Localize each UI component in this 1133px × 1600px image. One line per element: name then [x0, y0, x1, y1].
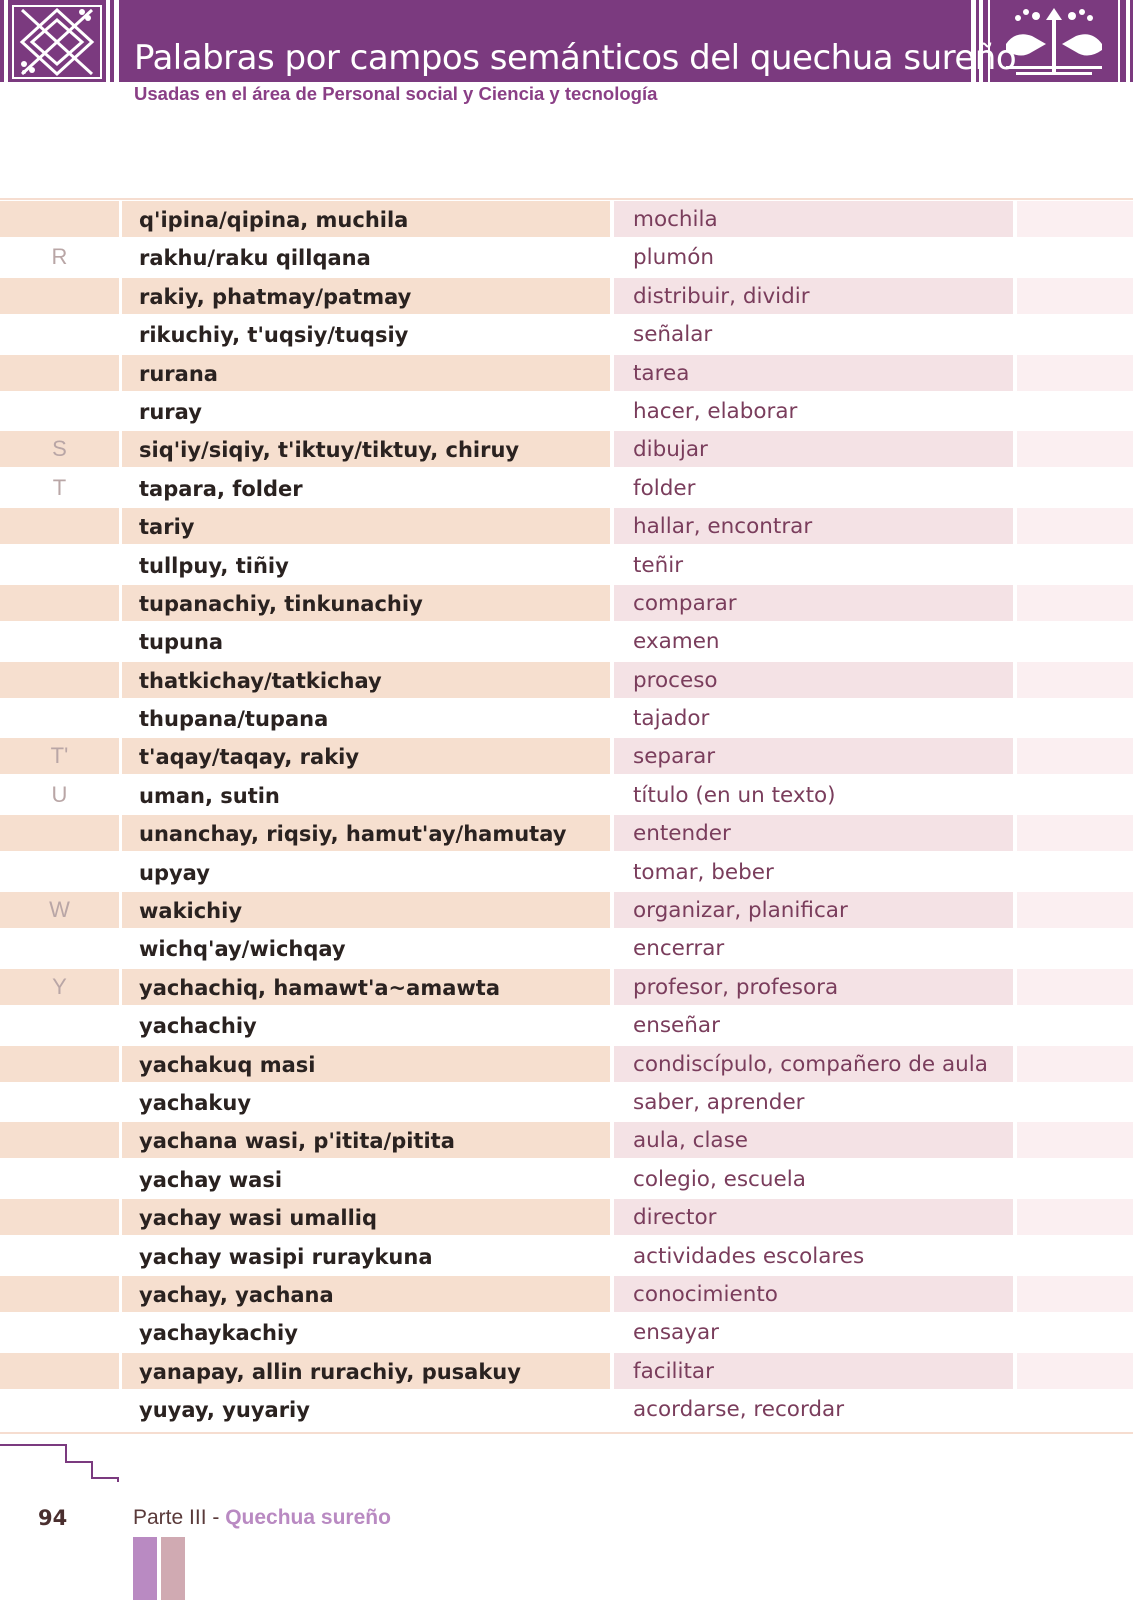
spanish-term: folder — [633, 475, 696, 501]
spanish-term: actividades escolares — [633, 1243, 865, 1269]
index-letter — [0, 201, 119, 237]
footer-bar-pink — [161, 1537, 185, 1600]
table-row — [0, 316, 1133, 354]
spanish-term: separar — [614, 738, 1013, 774]
quechua-term: yachay wasi — [139, 1167, 283, 1192]
quechua-term: yachachiq, hamawt'a~amawta — [122, 969, 610, 1005]
row-edge-cell — [1017, 1084, 1133, 1120]
spanish-term: condiscípulo, compañero de aula — [614, 1046, 1013, 1082]
table-row — [0, 1084, 1133, 1122]
row-edge-cell — [1017, 1161, 1133, 1197]
quechua-term: tupanachiy, tinkunachiy — [122, 585, 610, 621]
index-letter — [0, 547, 119, 583]
row-edge-cell — [1017, 969, 1133, 1005]
table-row — [0, 700, 1133, 738]
index-letter — [0, 700, 119, 736]
spanish-term: plumón — [633, 245, 714, 271]
table-row — [0, 278, 1133, 316]
spanish-term: mochila — [614, 201, 1013, 237]
table-row — [0, 1007, 1133, 1045]
index-letter — [0, 1084, 119, 1120]
index-letter: S — [0, 431, 119, 467]
table-row — [0, 508, 1133, 546]
row-edge-cell — [1017, 892, 1133, 928]
row-edge-cell — [1017, 393, 1133, 429]
table-row — [0, 393, 1133, 431]
quechua-term: tupuna — [139, 630, 224, 655]
index-letter: T' — [0, 738, 119, 774]
row-edge-cell — [1017, 1199, 1133, 1235]
table-row — [0, 1238, 1133, 1276]
row-edge-cell — [1017, 316, 1133, 352]
quechua-term: thatkichay/tatkichay — [122, 662, 610, 698]
index-letter — [0, 1046, 119, 1082]
spanish-term: distribuir, dividir — [614, 278, 1013, 314]
row-edge-cell — [1017, 623, 1133, 659]
quechua-term: rurana — [122, 355, 610, 391]
quechua-term: tariy — [122, 508, 610, 544]
spanish-term: aula, clase — [614, 1122, 1013, 1158]
spanish-term: enseñar — [633, 1013, 720, 1039]
table-top-rule — [0, 198, 1133, 200]
row-edge-cell — [1017, 585, 1133, 621]
quechua-term: upyay — [139, 860, 210, 885]
quechua-term: yachaykachiy — [139, 1321, 298, 1346]
page-number: 94 — [38, 1506, 68, 1530]
index-letter: U — [51, 781, 68, 807]
spanish-term: proceso — [614, 662, 1013, 698]
row-edge-cell — [1017, 547, 1133, 583]
spanish-term: hallar, encontrar — [614, 508, 1013, 544]
row-edge-cell — [1017, 815, 1133, 851]
table-row — [0, 662, 1133, 700]
quechua-term: yachachiy — [139, 1014, 257, 1039]
spanish-term: dibujar — [614, 431, 1013, 467]
spanish-term: tajador — [633, 706, 710, 732]
index-letter — [0, 585, 119, 621]
index-letter — [0, 1238, 119, 1274]
row-edge-cell — [1017, 1276, 1133, 1312]
geometric-emblem-icon — [0, 0, 114, 82]
index-letter: W — [0, 892, 119, 928]
table-row — [0, 738, 1133, 776]
page-subtitle: Usadas en el área de Personal social y Ciencia y tecnología — [134, 83, 658, 104]
spanish-term: encerrar — [633, 936, 725, 962]
row-edge-cell — [1017, 662, 1133, 698]
quechua-term: yachay, yachana — [122, 1276, 610, 1312]
table-row — [0, 470, 1133, 508]
table-row — [0, 1353, 1133, 1391]
table-row — [0, 969, 1133, 1007]
quechua-term: unanchay, riqsiy, hamut'ay/hamutay — [122, 815, 610, 851]
part-label — [133, 1506, 391, 1530]
row-edge-cell — [1017, 930, 1133, 966]
row-edge-cell — [1017, 1007, 1133, 1043]
quechua-term: yachay wasi umalliq — [122, 1199, 610, 1235]
quechua-term: yachakuy — [139, 1090, 252, 1115]
spanish-term: profesor, profesora — [614, 969, 1013, 1005]
index-letter — [0, 1122, 119, 1158]
row-edge-cell — [1017, 355, 1133, 391]
table-row — [0, 623, 1133, 661]
spanish-term: teñir — [633, 552, 684, 578]
table-row — [0, 1161, 1133, 1199]
quechua-term: tullpuy, tiñiy — [139, 553, 289, 578]
spanish-term: acordarse, recordar — [633, 1397, 845, 1423]
spanish-term: conocimiento — [614, 1276, 1013, 1312]
table-row — [0, 1199, 1133, 1237]
index-letter — [0, 1314, 119, 1350]
index-letter — [0, 508, 119, 544]
index-letter — [0, 355, 119, 391]
table-row — [0, 892, 1133, 930]
spanish-term: facilitar — [614, 1353, 1013, 1389]
page-title: Palabras por campos semánticos del quechua sureño — [134, 38, 1017, 78]
spanish-term: colegio, escuela — [633, 1166, 806, 1192]
row-edge-cell — [1017, 1391, 1133, 1427]
index-letter — [0, 1276, 119, 1312]
index-letter — [0, 393, 119, 429]
spanish-term: señalar — [633, 322, 713, 348]
spanish-term: tarea — [614, 355, 1013, 391]
spanish-term: ensayar — [633, 1320, 719, 1346]
index-letter — [0, 854, 119, 890]
row-edge-cell — [1017, 1314, 1133, 1350]
table-row — [0, 431, 1133, 469]
quechua-term: q'ipina/qipina, muchila — [122, 201, 610, 237]
index-letter — [0, 278, 119, 314]
index-letter — [0, 1161, 119, 1197]
row-edge-cell — [1017, 777, 1133, 813]
index-letter: Y — [0, 969, 119, 1005]
spanish-term: saber, aprender — [633, 1089, 805, 1115]
table-row — [0, 585, 1133, 623]
quechua-term: thupana/tupana — [139, 707, 329, 732]
index-letter — [0, 815, 119, 851]
quechua-term: tapara, folder — [139, 476, 303, 501]
quechua-term: rakiy, phatmay/patmay — [122, 278, 610, 314]
row-edge-cell — [1017, 1238, 1133, 1274]
quechua-term: yachay wasipi ruraykuna — [139, 1244, 433, 1269]
quechua-term: wakichiy — [122, 892, 610, 928]
table-row — [0, 355, 1133, 393]
index-letter — [0, 930, 119, 966]
table-row — [0, 1046, 1133, 1084]
part-label-text: Parte III - — [133, 1506, 226, 1529]
spanish-term: entender — [614, 815, 1013, 851]
quechua-term: yachakuq masi — [122, 1046, 610, 1082]
row-edge-cell — [1017, 1046, 1133, 1082]
quechua-term: uman, sutin — [139, 783, 280, 808]
row-edge-cell — [1017, 239, 1133, 275]
row-edge-cell — [1017, 470, 1133, 506]
spanish-term: director — [614, 1199, 1013, 1235]
index-letter — [0, 1353, 119, 1389]
table-row — [0, 1276, 1133, 1314]
index-letter: T — [52, 474, 67, 500]
row-edge-cell — [1017, 508, 1133, 544]
table-bottom-rule — [0, 1432, 1133, 1434]
row-edge-cell — [1017, 854, 1133, 890]
index-letter — [0, 662, 119, 698]
spanish-term: tomar, beber — [633, 859, 774, 885]
index-letter — [0, 1391, 119, 1427]
quechua-term: yachana wasi, p'itita/pitita — [122, 1122, 610, 1158]
table-row — [0, 1391, 1133, 1429]
footer-bar-purple — [133, 1537, 157, 1600]
table-row — [0, 930, 1133, 968]
index-letter — [0, 623, 119, 659]
table-row — [0, 1122, 1133, 1160]
table-row — [0, 201, 1133, 239]
quechua-term: rakhu/raku qillqana — [139, 246, 371, 271]
row-edge-cell — [1017, 278, 1133, 314]
index-letter — [0, 316, 119, 352]
part-label-accent: Quechua sureño — [225, 1506, 391, 1529]
vocabulary-table — [0, 201, 1133, 1430]
row-edge-cell — [1017, 1353, 1133, 1389]
spanish-term: título (en un texto) — [633, 782, 836, 808]
index-letter — [0, 1007, 119, 1043]
quechua-term: ruray — [139, 399, 202, 424]
table-row — [0, 547, 1133, 585]
table-row — [0, 815, 1133, 853]
row-edge-cell — [1017, 738, 1133, 774]
table-row — [0, 239, 1133, 277]
table-row — [0, 777, 1133, 815]
quechua-term: yanapay, allin rurachiy, pusakuy — [122, 1353, 610, 1389]
index-letter — [0, 1199, 119, 1235]
spanish-term: organizar, planificar — [614, 892, 1013, 928]
row-edge-cell — [1017, 1122, 1133, 1158]
row-edge-cell — [1017, 700, 1133, 736]
quechua-term: wichq'ay/wichqay — [139, 937, 346, 962]
spanish-term: examen — [633, 629, 720, 655]
spanish-term: comparar — [614, 585, 1013, 621]
row-edge-cell — [1017, 201, 1133, 237]
quechua-term: siq'iy/siqiy, t'iktuy/tiktuy, chiruy — [122, 431, 610, 467]
footer-step-line — [0, 1436, 140, 1482]
index-letter: R — [51, 244, 68, 270]
spanish-term: hacer, elaborar — [633, 398, 798, 424]
table-row — [0, 854, 1133, 892]
quechua-term: t'aqay/taqay, rakiy — [122, 738, 610, 774]
quechua-term: yuyay, yuyariy — [139, 1398, 310, 1423]
table-row — [0, 1314, 1133, 1352]
row-edge-cell — [1017, 431, 1133, 467]
quechua-term: rikuchiy, t'uqsiy/tuqsiy — [139, 323, 409, 348]
